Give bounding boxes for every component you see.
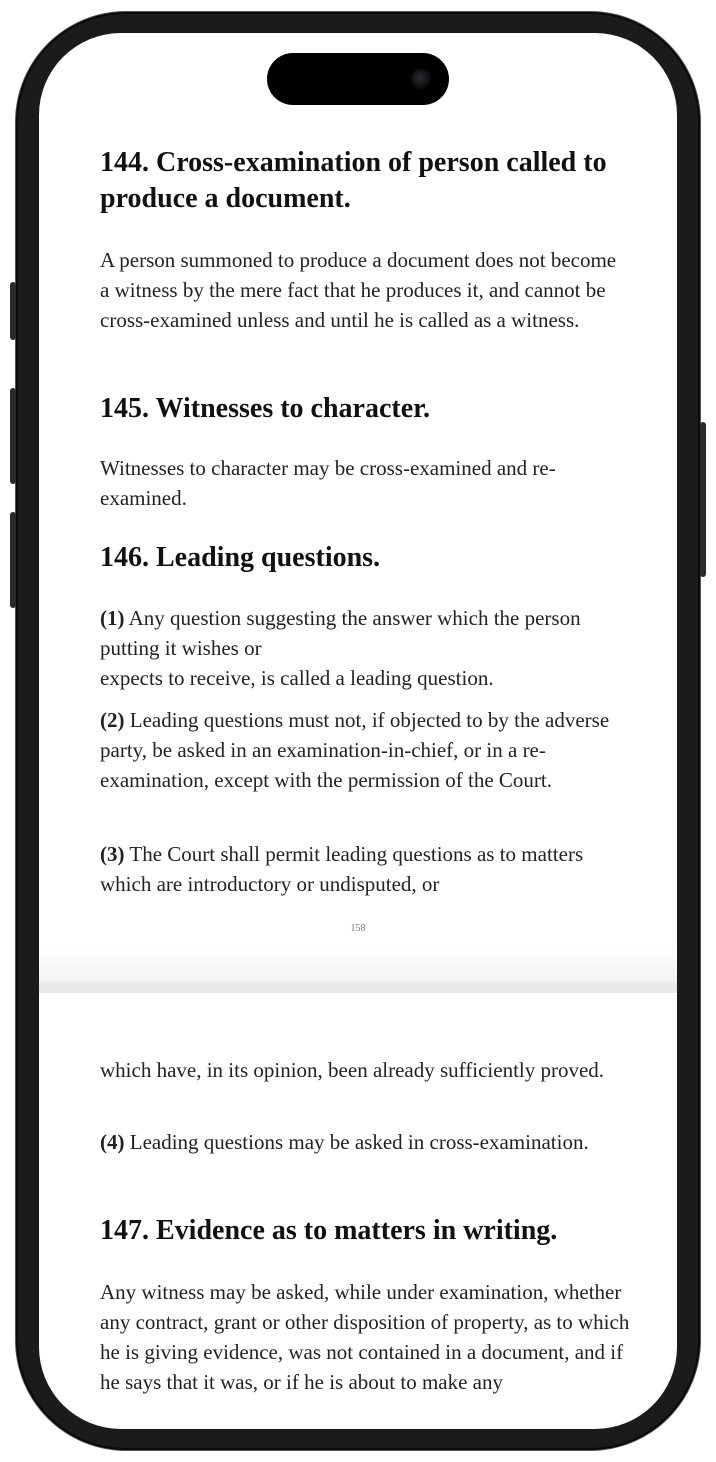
volume-up-button: [10, 388, 16, 484]
section-147-body: Any witness may be asked, while under examination, whether any contract, grant or other disposition of property, as to which he is giving evidence, was not contained in a document, and if he says that it was, or if he is about to make any: [100, 1280, 630, 1394]
front-camera-icon: [411, 69, 431, 89]
action-button: [10, 282, 16, 340]
clause-number: (4): [100, 1130, 125, 1154]
section-146-heading: 146. Leading questions.: [100, 542, 381, 573]
clause-number: (2): [100, 708, 125, 732]
clause-146-3-continued: which have, in its opinion, been already sufficiently proved.: [100, 1058, 605, 1082]
reader-screen[interactable]: [39, 33, 677, 1429]
clause-number: (1): [100, 606, 125, 630]
clause-146-2: [100, 705, 630, 795]
clause-text: Any question suggesting the answer which the person putting it wishes or: [100, 606, 581, 660]
dynamic-island: [267, 53, 449, 105]
clause-text-continued: expects to receive, is called a leading question.: [100, 666, 494, 690]
section-144-body: A person summoned to produce a document does not become a witness by the mere fact that he produces it, and cannot be cross-examined unless and until he is called as a witness.: [100, 248, 617, 332]
clause-146-3: [100, 839, 630, 899]
section-147-heading: 147. Evidence as to matters in writing.: [100, 1215, 558, 1246]
page-number: 158: [350, 923, 366, 934]
section-145-body: Witnesses to character may be cross-examined and re-examined.: [100, 456, 556, 510]
volume-down-button: [10, 512, 16, 608]
page-divider: [39, 983, 677, 991]
section-144-heading: 144. Cross-examination of person called to produce a document.: [100, 147, 607, 214]
clause-text: Leading questions may be asked in cross-examination.: [129, 1130, 589, 1154]
clause-text: Leading questions must not, if objected to by the adverse party, be asked in an examination-in-chief, or in a re-examination, except with the permission of the Court.: [100, 708, 610, 792]
clause-number: (3): [100, 842, 125, 866]
clause-text: The Court shall permit leading questions as to matters which are introductory or undisputed, or: [100, 842, 584, 896]
power-button: [700, 422, 706, 577]
section-145-heading: 145. Witnesses to character.: [100, 393, 430, 424]
clause-146-4: [100, 1127, 630, 1157]
clause-146-1: [100, 603, 630, 693]
